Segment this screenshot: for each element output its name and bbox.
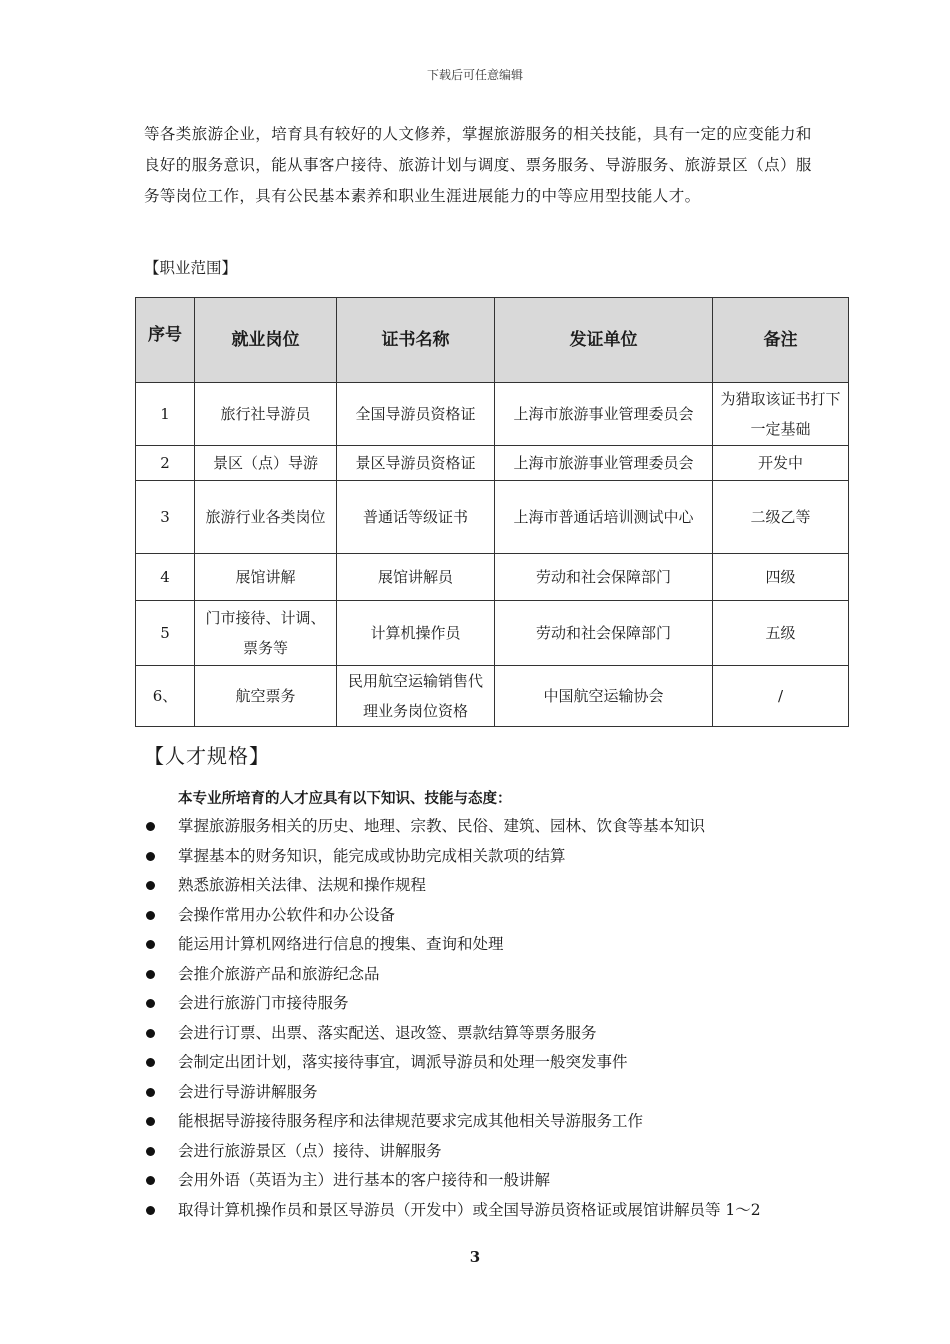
career-scope-heading: 【职业范围】 [144, 259, 238, 277]
list-item-text: 能运用计算机网络进行信息的搜集、查询和处理 [178, 935, 504, 953]
bullet-icon [146, 1206, 155, 1215]
cell-issuer: 上海市普通话培训测试中心 [495, 481, 713, 554]
column-header-remarks: 备注 [713, 298, 849, 383]
bullet-icon [146, 940, 155, 949]
list-item-text: 会进行旅游景区（点）接待、讲解服务 [178, 1141, 442, 1160]
bullet-icon [146, 1147, 155, 1156]
cell-issuer: 中国航空运输协会 [495, 666, 713, 727]
table-row [136, 554, 849, 601]
cell-index: 3 [136, 481, 195, 554]
table-row [136, 601, 849, 666]
talent-spec-list [144, 812, 844, 1225]
list-item [144, 989, 844, 1019]
bullet-icon [146, 911, 155, 920]
list-item-text: 会用外语（英语为主）进行基本的客户接待和一般讲解 [178, 1171, 551, 1189]
list-item [144, 901, 844, 931]
bullet-icon [146, 970, 155, 979]
cell-certificate: 展馆讲解员 [337, 554, 495, 601]
list-item-text: 会操作常用办公软件和办公设备 [178, 905, 396, 924]
cell-issuer: 上海市旅游事业管理委员会 [495, 446, 713, 481]
table-row [136, 666, 849, 727]
cell-position: 旅游行业各类岗位 [195, 481, 337, 554]
page-header-note: 下载后可任意编辑 [426, 68, 523, 82]
bullet-icon [146, 1058, 155, 1067]
cell-position: 景区（点）导游 [195, 446, 337, 481]
list-item [144, 1137, 844, 1167]
list-item-text: 会推介旅游产品和旅游纪念品 [178, 964, 380, 983]
list-item-text: 会进行导游讲解服务 [178, 1082, 318, 1101]
cell-certificate: 普通话等级证书 [337, 481, 495, 554]
list-item [144, 871, 844, 901]
table-row [136, 481, 849, 554]
bullet-icon [146, 881, 155, 890]
cell-position: 门市接待、计调、票务等 [195, 601, 337, 666]
cell-remarks: 二级乙等 [713, 481, 849, 554]
cell-issuer: 上海市旅游事业管理委员会 [495, 383, 713, 446]
cell-remarks: 五级 [713, 601, 849, 666]
cell-remarks: / [713, 666, 849, 727]
cell-index: 5 [136, 601, 195, 666]
bullet-icon [146, 1176, 155, 1185]
cell-remarks: 为猎取该证书打下一定基础 [713, 383, 849, 446]
list-item-text: 会制定出团计划，落实接待事宜，调派导游员和处理一般突发事件 [178, 1053, 628, 1071]
list-item [144, 960, 844, 990]
cell-certificate [337, 446, 495, 481]
career-scope-table [135, 297, 849, 727]
column-header-certificate: 证书名称 [337, 298, 495, 383]
bullet-icon [146, 1088, 155, 1097]
cell-certificate: 计算机操作员 [337, 601, 495, 666]
column-header-issuer: 发证单位 [495, 298, 713, 383]
cell-index: 2 [136, 446, 195, 481]
cell-remarks: 开发中 [713, 446, 849, 481]
list-item [144, 842, 844, 872]
cell-index: 4 [136, 554, 195, 601]
cell-certificate-text: 景区导游员资格证 [355, 454, 476, 472]
cell-certificate: 民用航空运输销售代理业务岗位资格 [337, 666, 495, 727]
cell-index: 1 [136, 383, 195, 446]
table-row [136, 383, 849, 446]
list-item [144, 1078, 844, 1108]
bullet-icon [146, 999, 155, 1008]
bullet-icon [146, 1029, 155, 1038]
cell-issuer: 劳动和社会保障部门 [495, 601, 713, 666]
bullet-icon [146, 852, 155, 861]
cell-certificate: 全国导游员资格证 [337, 383, 495, 446]
cell-index: 6、 [136, 666, 195, 727]
talent-spec-lead: 本专业所培育的人才应具有以下知识、技能与态度： [178, 791, 512, 807]
page-number: 3 [469, 1248, 481, 1266]
column-header-index: 序号 [136, 298, 195, 383]
table-header-row [136, 298, 849, 383]
list-item [144, 1107, 844, 1137]
talent-spec-heading: 【人才规格】 [144, 744, 270, 768]
intro-paragraph: 等各类旅游企业，培育具有较好的人文修养，掌握旅游服务的相关技能，具有一定的应变能力和良好的服务意识，能从事客户接待、旅游计划与调度、票务服务、导游服务、旅游景区（点）服务等岗位工作，具有公民基本素养和职业生涯进展能力的中等应用型技能人才。 [144, 125, 812, 205]
list-item-text: 会进行订票、出票、落实配送、退改签、票款结算等票务服务 [178, 1023, 597, 1042]
list-item-text: 掌握旅游服务相关的历史、地理、宗教、民俗、建筑、园林、饮食等基本知识 [178, 817, 706, 835]
list-item [144, 812, 844, 842]
list-item-text: 会进行旅游门市接待服务 [178, 994, 349, 1012]
bullet-icon [146, 1117, 155, 1126]
cell-issuer: 劳动和社会保障部门 [495, 554, 713, 601]
bullet-icon [146, 822, 155, 831]
list-item-text: 能根据导游接待服务程序和法律规范要求完成其他相关导游服务工作 [178, 1112, 644, 1130]
list-item-text: 掌握基本的财务知识，能完成或协助完成相关款项的结算 [178, 846, 566, 865]
list-item [144, 1048, 844, 1078]
list-item-text: 熟悉旅游相关法律、法规和操作规程 [178, 876, 427, 894]
list-item [144, 1019, 844, 1049]
list-item [144, 1166, 844, 1196]
list-item [144, 1196, 844, 1226]
cell-position: 航空票务 [195, 666, 337, 727]
list-item [144, 930, 844, 960]
list-item-text: 取得计算机操作员和景区导游员（开发中）或全国导游员资格证或展馆讲解员等 1～2 [178, 1200, 761, 1219]
cell-position: 旅行社导游员 [195, 383, 337, 446]
cell-position: 展馆讲解 [195, 554, 337, 601]
column-header-position: 就业岗位 [195, 298, 337, 383]
table-row [136, 446, 849, 481]
cell-remarks: 四级 [713, 554, 849, 601]
